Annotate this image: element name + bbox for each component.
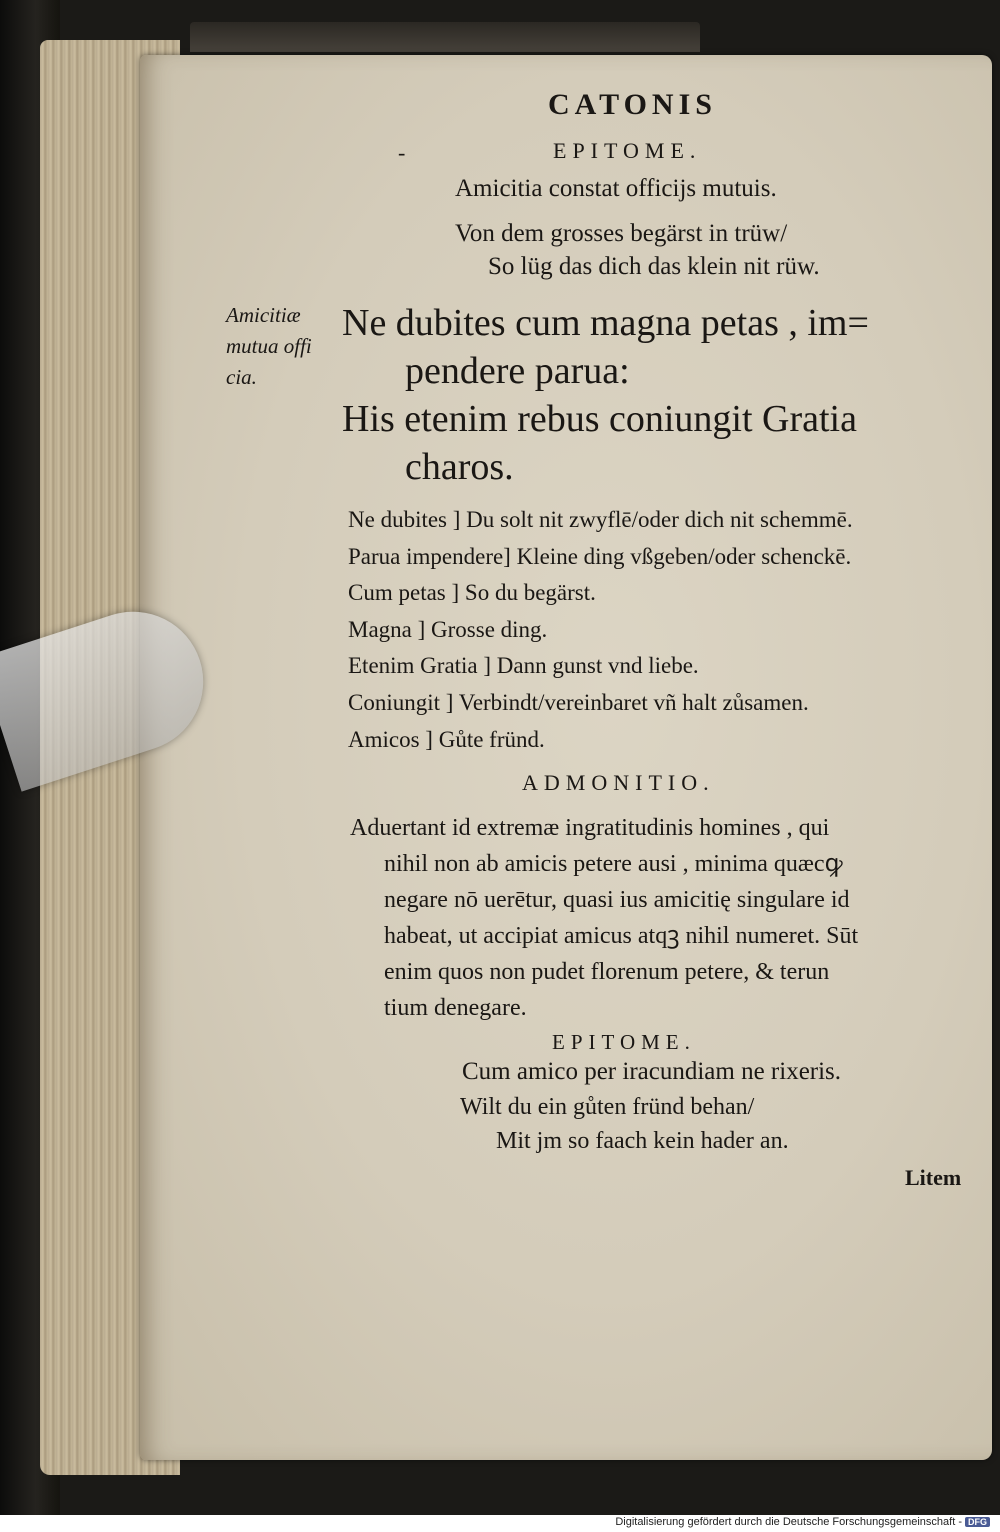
gloss-item: Amicos ] Gůte fründ.	[348, 726, 545, 752]
footer-text: Digitalisierung gefördert durch die Deutsche Forschungsgemeinschaft -	[615, 1516, 962, 1528]
margin-dash: -	[398, 140, 406, 165]
epitome2-german-line-2: Mit jm so faach kein hader an.	[496, 1128, 789, 1154]
catchword: Litem	[905, 1165, 962, 1190]
epitome-latin-line: Amicitia constat officijs mutuis.	[455, 175, 777, 202]
epitome2-german-line-1: Wilt du ein gůten fründ behan/	[460, 1094, 755, 1120]
verse-line-1: Ne dubites cum magna petas , im=	[342, 302, 869, 344]
gloss-item: Coniungit ] Verbindt/vereinbaret vñ halt zůsamen.	[348, 689, 809, 715]
gloss-item: Parua impendere] Kleine ding vßgeben/oder schenckē.	[348, 543, 852, 569]
admonitio-paragraph	[350, 810, 858, 1026]
admonitio-line: habeat, ut accipiat amicus atqꝫ nihil numeret. Sūt	[384, 923, 859, 949]
gloss-item: Magna ] Grosse ding.	[348, 616, 548, 642]
epitome-heading: EPITOME.	[553, 138, 702, 163]
admonitio-line: Aduertant id extremæ ingratitudinis homines , qui	[350, 815, 830, 841]
gloss-item: Etenim Gratia ] Dann gunst vnd liebe.	[348, 653, 699, 679]
epitome2-latin-line: Cum amico per iracundiam ne rixeris.	[462, 1058, 842, 1085]
admonitio-heading: ADMONITIO.	[522, 770, 715, 795]
gloss-item: Cum petas ] So du begärst.	[348, 580, 596, 606]
book-cover-edge	[190, 22, 700, 52]
verse-line-3: His etenim rebus coniungit Gratia	[342, 398, 857, 440]
epitome-german-line-2: So lüg das dich das klein nit rüw.	[488, 253, 820, 280]
admonitio-line: nihil non ab amicis petere ausi , minima quæcꝙ	[384, 851, 843, 877]
admonitio-line: negare nō uerētur, quasi ius amicitię singulare id	[384, 887, 850, 913]
epitome-heading-2: EPITOME.	[552, 1030, 696, 1054]
epitome-german-line-1: Von dem grosses begärst in trüw/	[455, 220, 788, 247]
gloss-list	[348, 507, 853, 763]
margin-note: Amicitiæ mutua offi cia.	[226, 303, 312, 389]
dfg-logo: DFG	[965, 1517, 990, 1527]
admonitio-line: tium denegare.	[384, 995, 527, 1021]
funding-footer	[615, 1516, 990, 1528]
gloss-item: Ne dubites ] Du solt nit zwyflē/oder dich nit schemmē.	[348, 507, 853, 532]
running-head: CATONIS	[548, 88, 717, 121]
admonitio-line: enim quos non pudet florenum petere, & terun	[384, 959, 830, 985]
verse-line-4: charos.	[405, 446, 514, 488]
verse-line-2: pendere parua:	[405, 350, 630, 392]
